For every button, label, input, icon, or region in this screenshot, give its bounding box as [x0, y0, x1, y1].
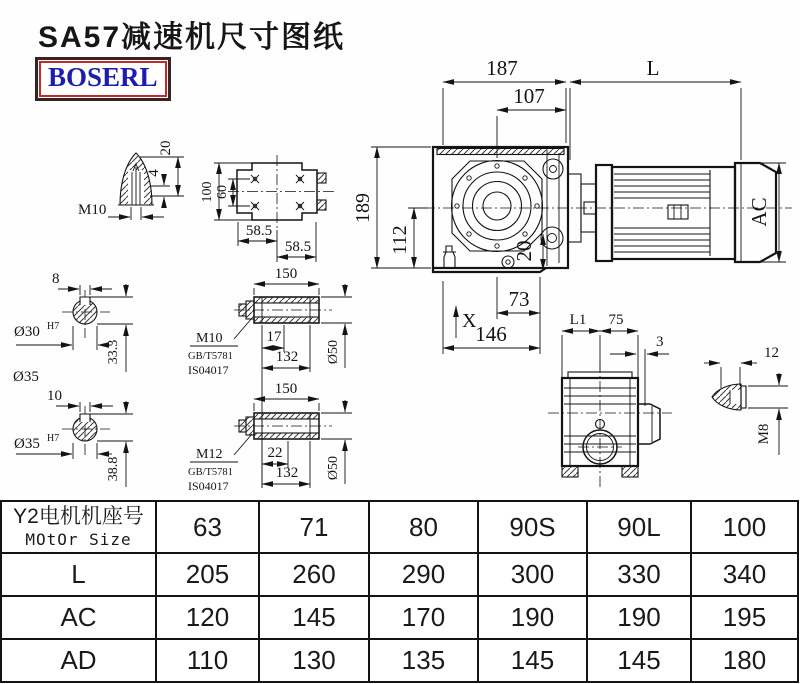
dim-187: 187: [486, 56, 518, 80]
col-100: 100: [691, 501, 798, 553]
cell: 195: [691, 596, 798, 639]
hs1-thread: M10: [196, 331, 223, 346]
hs2-dim-d50: Ø50: [326, 455, 341, 481]
hs2-thread: M12: [196, 447, 223, 462]
col-90L: 90L: [587, 501, 691, 553]
header-cn: Y2电机机座号: [13, 505, 144, 529]
brand-logo: [35, 57, 171, 101]
dim-AC: AC: [747, 197, 771, 227]
hs2-std2: IS04017: [188, 479, 229, 493]
dim-58-5-b: 58.5: [284, 239, 312, 255]
dim-X: X: [462, 310, 477, 332]
col-80: 80: [369, 501, 478, 553]
bore-35-tol: H7: [47, 433, 60, 444]
row-label-L: L: [1, 553, 156, 596]
page-title: SA57减速机尺寸图纸: [38, 21, 346, 54]
cell: 145: [259, 596, 369, 639]
col-63: 63: [156, 501, 259, 553]
bore-30-tol: H7: [47, 321, 60, 332]
cell: 190: [587, 596, 691, 639]
dim-4: 4: [146, 169, 162, 177]
hs1-dim-17: 17: [266, 329, 282, 345]
hs1-dim-d50: Ø50: [326, 339, 341, 365]
cell: 190: [478, 596, 587, 639]
thread-label-m10: M10: [78, 202, 107, 218]
bore-35: Ø35: [14, 436, 40, 452]
hs2-dim-150: 150: [274, 381, 298, 397]
dim-20: 20: [512, 240, 536, 262]
dim-75: 75: [608, 312, 624, 328]
dim-73: 73: [508, 287, 530, 311]
dim-58-5-a: 58.5: [245, 223, 273, 239]
hs1-std2: IS04017: [188, 363, 229, 377]
motor-fins: [614, 174, 710, 252]
hs1-std1: GB/T5781: [188, 351, 233, 362]
cell: 170: [369, 596, 478, 639]
bolt-marks: [251, 175, 304, 210]
dim-20-cap: 20: [158, 140, 174, 156]
dim-M8: M8: [756, 423, 772, 445]
dim-38-8: 38.8: [106, 456, 121, 482]
table-header-label: [1, 501, 156, 553]
table-header-row: [1, 501, 798, 553]
dim-33-3: 33.3: [106, 339, 121, 365]
dim-10: 10: [47, 388, 62, 404]
shaft-section-35: [14, 388, 133, 487]
cell: 260: [259, 553, 369, 596]
cell: 340: [691, 553, 798, 596]
dim-8: 8: [52, 271, 60, 287]
col-71: 71: [259, 501, 369, 553]
hs1-dim-150: 150: [274, 266, 298, 282]
dim-107: 107: [513, 84, 545, 108]
motor-size-table: [0, 500, 799, 683]
dim-146: 146: [475, 322, 507, 346]
table-row-AC: [1, 596, 798, 639]
hollow-shaft-2: [188, 381, 352, 493]
dim-112: 112: [389, 225, 411, 255]
dim-100: 100: [200, 181, 215, 203]
cell: 180: [691, 639, 798, 682]
cell: 145: [478, 639, 587, 682]
flange-top-view: [200, 155, 336, 262]
table-row-L: [1, 553, 798, 596]
cell: 330: [587, 553, 691, 596]
row-label-AD: AD: [1, 639, 156, 682]
dim-L1: L1: [569, 312, 587, 328]
shaft-section-30: [14, 271, 133, 372]
breather-plug: [443, 246, 456, 268]
flange-bolt-holes: [455, 164, 539, 248]
table-row-AD: [1, 639, 798, 682]
dim-60: 60: [215, 185, 230, 199]
dim-12: 12: [764, 345, 779, 361]
row-label-AC: AC: [1, 596, 156, 639]
bolt-detail: [704, 345, 788, 455]
dim-L: L: [646, 56, 660, 80]
cell: 290: [369, 553, 478, 596]
cell: 110: [156, 639, 259, 682]
cell: 130: [259, 639, 369, 682]
cell: 205: [156, 553, 259, 596]
header-en: MOtOr Size: [25, 529, 132, 549]
hs2-dim-22: 22: [267, 445, 283, 461]
dim-189: 189: [352, 193, 374, 223]
hs2-std1: GB/T5781: [188, 467, 233, 478]
hs1-dim-132: 132: [275, 349, 299, 365]
cell: 145: [587, 639, 691, 682]
hs2-dim-132: 132: [275, 465, 299, 481]
bore-30: Ø30: [14, 324, 40, 340]
side-view: [548, 312, 672, 490]
cell: 135: [369, 639, 478, 682]
cell: 300: [478, 553, 587, 596]
brand-logo-text: BOSERL: [39, 61, 167, 97]
main-view: [352, 56, 792, 354]
bore-label-35: Ø35: [13, 369, 39, 385]
shaft-end-cap-view: [78, 141, 184, 221]
cell: 120: [156, 596, 259, 639]
dim-3: 3: [656, 334, 664, 350]
col-90S: 90S: [478, 501, 587, 553]
